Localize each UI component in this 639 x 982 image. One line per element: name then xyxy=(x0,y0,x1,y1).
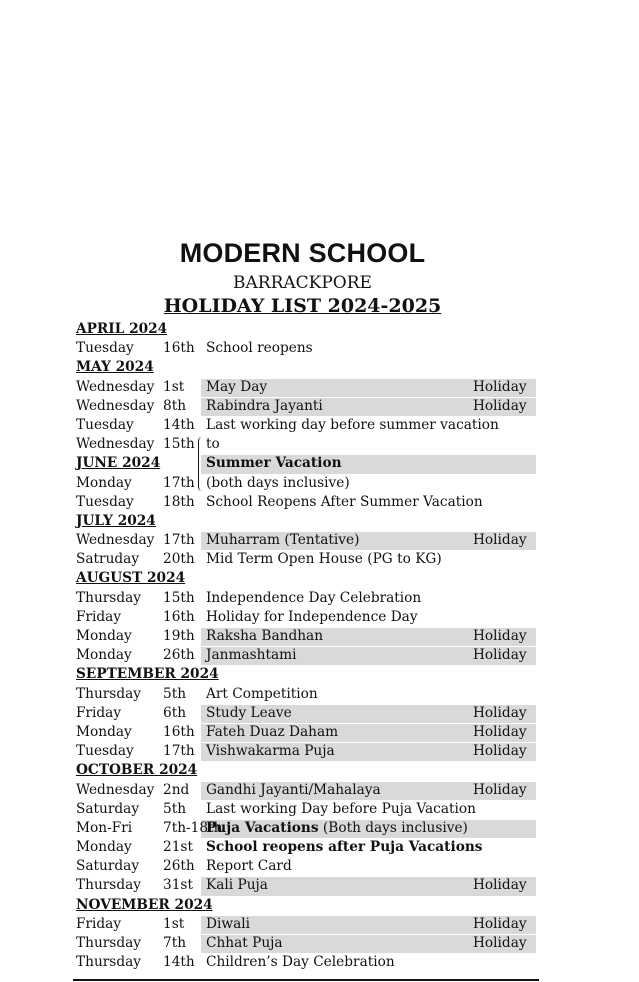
event-name: Study Leave xyxy=(206,704,292,721)
holiday-status: Holiday xyxy=(473,397,527,414)
holiday-status: Holiday xyxy=(473,877,527,894)
holiday-list-title: HOLIDAY LIST 2024-2025 xyxy=(163,295,442,317)
event-name: Last working day before summer vacation xyxy=(206,416,499,433)
date: 16th xyxy=(163,340,195,357)
holiday-row xyxy=(76,608,536,627)
event-note: (Both days inclusive) xyxy=(318,819,468,836)
weekday: Thursday xyxy=(76,935,141,951)
month-row xyxy=(76,569,536,588)
holiday-row xyxy=(76,435,536,454)
month-row xyxy=(76,761,536,780)
event-name: Mid Term Open House (PG to KG) xyxy=(206,551,442,568)
holiday-row xyxy=(76,550,536,569)
event-name: Report Card xyxy=(206,858,292,875)
event-name: School Reopens After Summer Vacation xyxy=(206,493,483,510)
event-name: Gandhi Jayanti/Mahalaya xyxy=(206,781,381,798)
holiday-row xyxy=(76,416,536,435)
weekday: Wednesday xyxy=(76,378,155,395)
holiday-row xyxy=(76,531,536,550)
date: 17th xyxy=(163,532,195,549)
date: 5th xyxy=(163,800,187,817)
weekday: Thursday xyxy=(76,877,141,894)
holiday-row xyxy=(76,378,536,397)
month-heading: APRIL 2024 xyxy=(76,321,168,337)
event-name: Children’s Day Celebration xyxy=(206,954,395,971)
holiday-row xyxy=(76,723,536,742)
event-name: Rabindra Jayanti xyxy=(206,397,323,414)
holiday-status: Holiday xyxy=(473,935,527,951)
month-row xyxy=(76,320,536,339)
date: 16th xyxy=(163,608,195,625)
weekday: Friday xyxy=(76,915,122,932)
weekday: Friday xyxy=(76,704,122,721)
event-name: Art Competition xyxy=(206,685,318,702)
weekday: Wednesday xyxy=(76,436,155,453)
holiday-row xyxy=(76,685,536,704)
date: 16th xyxy=(163,723,195,740)
event-name: Fateh Duaz Daham xyxy=(206,723,339,740)
holiday-row xyxy=(76,339,536,358)
holiday-row xyxy=(76,589,536,608)
holiday-row xyxy=(76,800,536,819)
weekday: Wednesday xyxy=(76,781,155,798)
holiday-row xyxy=(76,819,536,838)
holiday-row xyxy=(76,646,536,665)
event-name: School reopens xyxy=(206,340,313,357)
month-row xyxy=(76,512,536,531)
weekday: Satruday xyxy=(76,551,140,568)
date: 8th xyxy=(163,397,187,414)
holiday-row xyxy=(76,953,536,972)
holiday-status: Holiday xyxy=(473,781,527,798)
date: 31st xyxy=(163,877,193,894)
event-name: Diwali xyxy=(206,915,250,932)
holiday-status: Holiday xyxy=(473,704,527,721)
month-heading: AUGUST 2024 xyxy=(76,570,186,587)
holiday-status: Holiday xyxy=(473,743,527,760)
holiday-row xyxy=(76,454,536,473)
weekday: Thursday xyxy=(76,589,141,606)
school-name: MODERN SCHOOL xyxy=(179,238,426,268)
event-name: Holiday for Independence Day xyxy=(206,608,418,625)
date: 18th xyxy=(163,493,195,510)
weekday: Thursday xyxy=(76,685,141,702)
school-location: BARRACKPORE xyxy=(233,273,372,293)
weekday: Tuesday xyxy=(76,743,134,760)
holiday-row xyxy=(76,915,536,934)
holiday-row xyxy=(76,474,536,493)
event-name: Kali Puja xyxy=(206,877,268,894)
holiday-row xyxy=(76,493,536,512)
weekday: Monday xyxy=(76,647,132,664)
weekday: Tuesday xyxy=(76,493,134,510)
month-row xyxy=(76,896,536,915)
event-name: to xyxy=(206,436,220,453)
holiday-list xyxy=(76,320,536,972)
holiday-status: Holiday xyxy=(473,647,527,664)
event-name xyxy=(206,838,482,857)
event-name xyxy=(206,454,342,473)
weekday: Tuesday xyxy=(76,340,134,357)
holiday-status: Holiday xyxy=(473,915,527,932)
date: 1st xyxy=(163,915,185,932)
event-name: Vishwakarma Puja xyxy=(206,743,335,760)
event-bold-text: Summer Vacation xyxy=(206,455,342,472)
event-bold-text: School reopens after Puja Vacations xyxy=(206,839,483,856)
event-name: May Day xyxy=(206,378,268,395)
event-name: (both days inclusive) xyxy=(206,474,350,491)
date: 6th xyxy=(163,704,187,721)
holiday-row xyxy=(76,627,536,646)
event-name: Raksha Bandhan xyxy=(206,628,324,644)
weekday: Saturday xyxy=(76,858,140,875)
date: 15th xyxy=(163,589,195,606)
event-name: Last working Day before Puja Vacation xyxy=(206,800,476,817)
date: 21st xyxy=(163,839,193,856)
weekday: Friday xyxy=(76,608,122,625)
weekday: Tuesday xyxy=(76,416,134,433)
month-heading: NOVEMBER 2024 xyxy=(76,896,213,913)
date: 7th xyxy=(163,935,187,951)
date: 17th xyxy=(163,474,195,491)
date: 14th xyxy=(163,954,195,971)
holiday-row xyxy=(76,781,536,800)
page-bottom-rule xyxy=(73,979,539,981)
holiday-row xyxy=(76,857,536,876)
date: 15th xyxy=(163,436,195,453)
holiday-status: Holiday xyxy=(473,378,527,395)
holiday-row xyxy=(76,704,536,723)
month-heading: JUNE 2024 xyxy=(76,455,161,472)
event-name xyxy=(206,819,468,838)
holiday-row xyxy=(76,397,536,416)
weekday: Wednesday xyxy=(76,532,155,549)
holiday-row xyxy=(76,838,536,857)
event-name: Muharram (Tentative) xyxy=(206,532,360,549)
date: 7th-18th xyxy=(163,819,223,836)
vacation-bracket xyxy=(198,437,204,491)
weekday: Monday xyxy=(76,474,132,491)
weekday: Monday xyxy=(76,839,132,856)
date: 1st xyxy=(163,378,185,395)
holiday-status: Holiday xyxy=(473,628,527,644)
month-heading: MAY 2024 xyxy=(76,359,154,376)
date: 5th xyxy=(163,685,187,702)
event-bold-text: Puja Vacations xyxy=(206,819,319,836)
date: 19th xyxy=(163,628,195,644)
month-heading: OCTOBER 2024 xyxy=(76,762,198,779)
holiday-row xyxy=(76,742,536,761)
date: 20th xyxy=(163,551,195,568)
date: 26th xyxy=(163,647,195,664)
weekday: Monday xyxy=(76,723,132,740)
weekday: Wednesday xyxy=(76,397,155,414)
weekday: Thursday xyxy=(76,954,141,971)
holiday-row xyxy=(76,876,536,895)
date: 2nd xyxy=(163,781,190,798)
month-row xyxy=(76,358,536,377)
holiday-list-heading xyxy=(0,295,605,317)
holiday-row xyxy=(76,934,536,953)
date: 17th xyxy=(163,743,195,760)
event-name: Chhat Puja xyxy=(206,935,283,951)
event-name: Independence Day Celebration xyxy=(206,589,422,606)
event-name: Janmashtami xyxy=(206,647,297,664)
weekday: Mon-Fri xyxy=(76,819,133,836)
holiday-status: Holiday xyxy=(473,723,527,740)
month-heading: JULY 2024 xyxy=(76,512,156,529)
month-row xyxy=(76,665,536,684)
weekday: Saturday xyxy=(76,800,140,817)
weekday: Monday xyxy=(76,628,132,644)
date: 26th xyxy=(163,858,195,875)
month-heading: SEPTEMBER 2024 xyxy=(76,666,219,683)
date: 14th xyxy=(163,416,195,433)
holiday-status: Holiday xyxy=(473,532,527,549)
